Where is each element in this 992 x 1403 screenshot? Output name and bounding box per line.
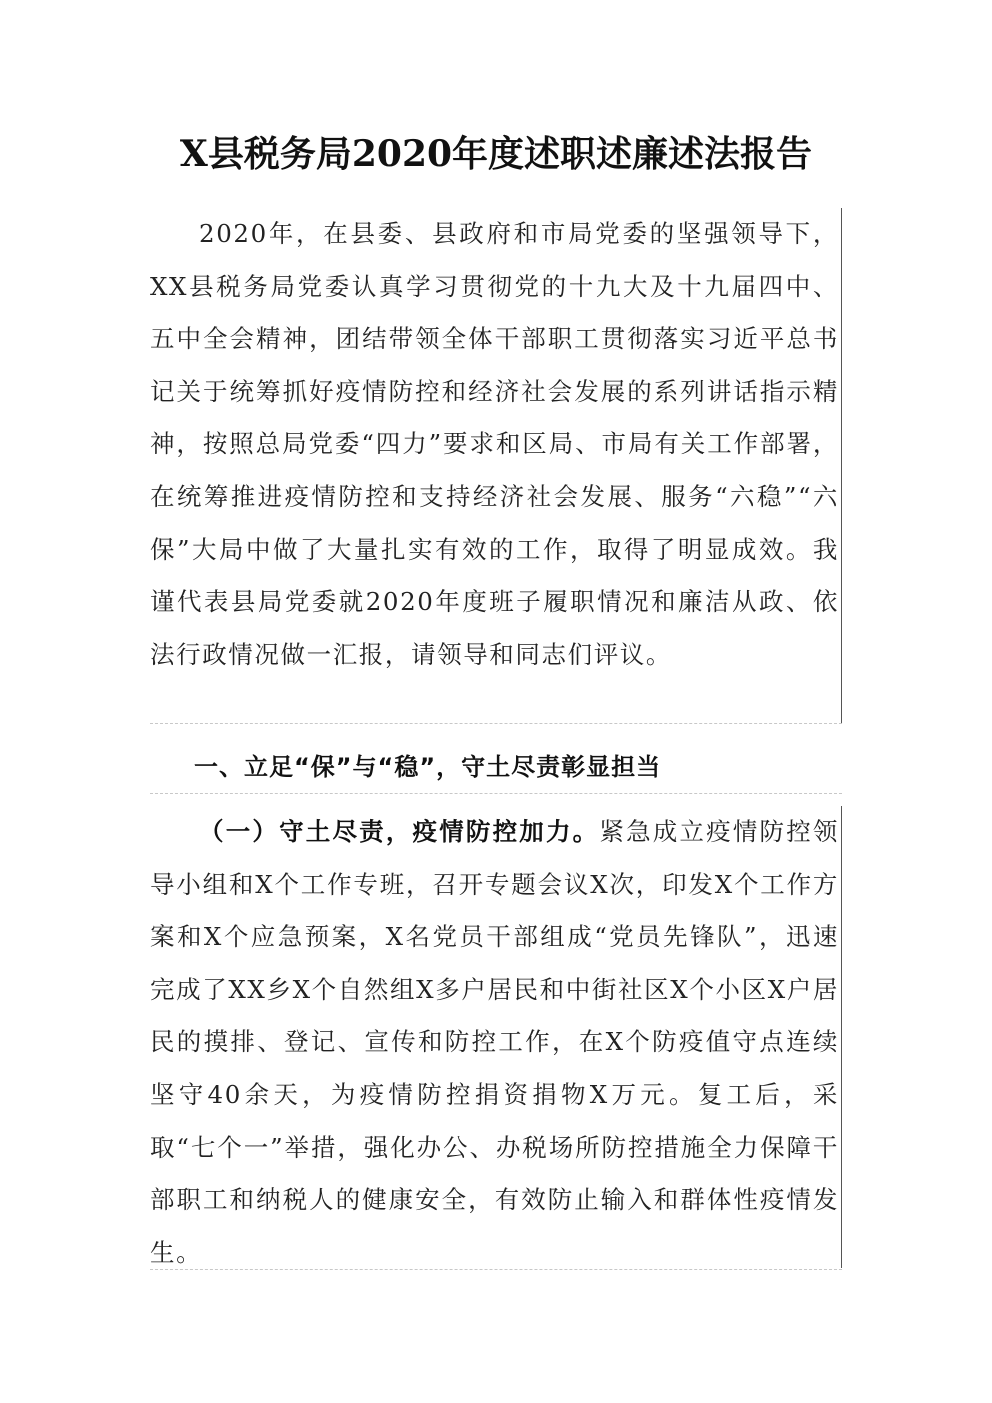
intro-paragraph: 2020年，在县委、县政府和市局党委的坚强领导下，XX县税务局党委认真学习贯彻党的十九大及十九届四中、五中全会精神，团结带领全体干部职工贯彻落实习近平总书记关于统筹抓好疫情防控和经济社会发展的系列讲话指示精神，按照总局党委“四力”要求和区局、市局有关工作部署，在统筹推进疫情防控和支持经济社会发展、服务“六稳”“六保”大局中做了大量扎实有效的工作，取得了明显成效。我谨代表县局党委就2020年度班子履职情况和廉洁从政、依法行政情况做一汇报，请领导和同志们评议。: [150, 219, 839, 669]
document-title: X县税务局2020年度述职述廉述法报告: [179, 133, 813, 175]
subsection-block: [150, 806, 842, 1268]
section-divider: [150, 723, 842, 724]
subsection-paragraph: [150, 806, 841, 1279]
intro-block: [150, 208, 842, 724]
subsection-lead: （一）守土尽责，疫情防控加力。: [199, 817, 600, 846]
section-divider: [150, 793, 842, 794]
section-heading: 一、立足“保”与“稳”，守土尽责彰显担当: [194, 753, 662, 781]
section-divider: [150, 1269, 842, 1270]
subsection-body: 紧急成立疫情防控领导小组和X个工作专班，召开专题会议X次，印发X个工作方案和X个应急预案，X名党员干部组成“党员先锋队”，迅速完成了XX乡X个自然组X多户居民和中街社区X个小区X户居民的摸排、登记、宣传和防控工作，在X个防疫值守点连续坚守40余天，为疫情防控捐资捐物X万元。复工后，采取“七个一”举措，强化办公、办税场所防控措施全力保障干部职工和纳税人的健康安全，有效防止输入和群体性疫情发生。: [150, 817, 840, 1267]
